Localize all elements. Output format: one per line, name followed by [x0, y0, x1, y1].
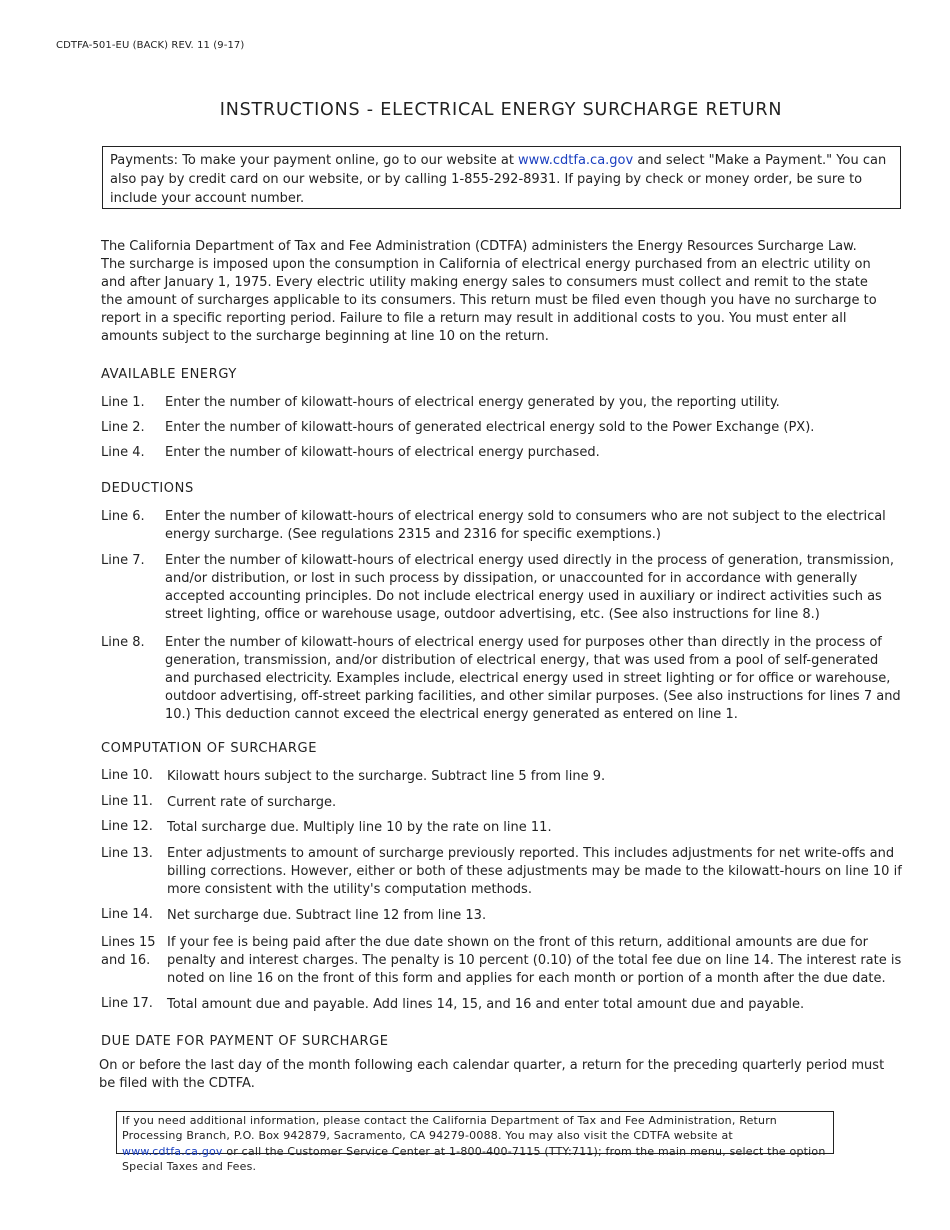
line-label: Line 6. [101, 509, 145, 524]
footer-text-after: or call the Customer Service Center at 1-800-400-7115 (TTY:711); from the main menu, select the option Special Taxes and Fees. [122, 1144, 826, 1174]
heading-computation: COMPUTATION OF SURCHARGE [101, 741, 318, 756]
line-text: Enter the number of kilowatt-hours of electrical energy generated by you, the reporting utility. [165, 395, 780, 410]
payments-website-link[interactable]: www.cdtfa.ca.gov [518, 153, 634, 168]
line-text: Enter the number of kilowatt-hours of electrical energy sold to consumers who are not subject to the electrical energy surcharge. (See regulations 2315 and 2316 for specific exemptions.) [165, 509, 886, 542]
line-label: Line 17. [101, 996, 153, 1011]
page-title: INSTRUCTIONS - ELECTRICAL ENERGY SURCHARGE RETURN [219, 100, 783, 120]
heading-available-energy: AVAILABLE ENERGY [101, 367, 237, 382]
line-label: Lines 15 and 16. [101, 935, 156, 968]
line-text: Total amount due and payable. Add lines 14, 15, and 16 and enter total amount due and payable. [167, 997, 805, 1012]
footer-contact-box [116, 1111, 834, 1174]
due-date-paragraph: On or before the last day of the month following each calendar quarter, a return for the preceding quarterly period must be filed with the CDTFA. [99, 1058, 885, 1091]
line-label: Line 1. [101, 395, 145, 410]
line-text: Enter the number of kilowatt-hours of electrical energy used directly in the process of generation, transmission, and/or distribution, or lost in such process by dissipation, or unaccounted for in accordance with generally accepted accounting principles. Do not include electrical energy used in auxiliary or indirect activities such as street lighting, office or warehouse usage, outdoor advertising, etc. (See also instructions for line 8.) [165, 553, 894, 622]
footer-website-link[interactable]: www.cdtfa.ca.gov [122, 1144, 223, 1158]
intro-paragraph: The California Department of Tax and Fee Administration (CDTFA) administers the Energy Resources Surcharge Law. The surcharge is imposed upon the consumption in California of electrical energy purchased from an electric utility on and after January 1, 1975. Every electric utility making energy sales to consumers must collect and remit to the state the amount of surcharges applicable to its consumers. This return must be filed even though you have no surcharge to report in a specific reporting period. Failure to file a return may result in additional costs to you. You must enter all amounts subject to the surcharge beginning at line 10 on the return. [101, 239, 877, 344]
line-text: Kilowatt hours subject to the surcharge. Subtract line 5 from line 9. [167, 769, 606, 784]
footer-text-before: If you need additional information, please contact the California Department of Tax and Fee Administration, Return Processing Branch, P.O. Box 942879, Sacramento, CA 94279-0088. You may also visit the CDTFA website at [122, 1114, 777, 1143]
payments-notice-box [102, 146, 901, 209]
line-text: Enter adjustments to amount of surcharge previously reported. This includes adjustments for net write-offs and billing corrections. However, either or both of these adjustments may be made to the kilowatt-hours on line 10 if more consistent with the utility's computation methods. [167, 846, 902, 897]
line-label: Line 13. [101, 846, 153, 861]
heading-deductions: DEDUCTIONS [101, 481, 194, 496]
line-label: Line 10. [101, 768, 153, 783]
line-text: Enter the number of kilowatt-hours of electrical energy purchased. [165, 445, 600, 460]
line-label: Line 11. [101, 794, 153, 809]
line-text: Enter the number of kilowatt-hours of generated electrical energy sold to the Power Exchange (PX). [165, 420, 815, 435]
line-text: Current rate of surcharge. [167, 795, 337, 810]
payments-text-before: Payments: To make your payment online, go to our website at [110, 153, 519, 168]
line-label: Line 14. [101, 907, 153, 922]
line-text: Net surcharge due. Subtract line 12 from line 13. [167, 908, 487, 923]
line-text: Enter the number of kilowatt-hours of electrical energy used for purposes other than directly in the process of generation, transmission, and/or distribution of electrical energy, that was used from a pool of self-generated and purchased electricity. Examples include, electrical energy used in street lighting or for office or warehouse, outdoor advertising, off-street parking facilities, and other similar purposes. (See also instructions for lines 7 and 10.) This deduction cannot exceed the electrical energy generated as entered on line 1. [165, 635, 901, 722]
line-label: Line 7. [101, 553, 145, 568]
line-label: Line 12. [101, 819, 153, 834]
line-label: Line 8. [101, 635, 145, 650]
heading-due-date: DUE DATE FOR PAYMENT OF SURCHARGE [101, 1034, 389, 1049]
line-label: Line 2. [101, 420, 145, 435]
line-text: Total surcharge due. Multiply line 10 by the rate on line 11. [167, 820, 552, 835]
payments-text-after: and select "Make a Payment." You can also pay by credit card on our website, or by calling 1-855-292-8931. If paying by check or money order, be sure to include your account number. [110, 153, 887, 206]
line-text: If your fee is being paid after the due date shown on the front of this return, additional amounts are due for penalty and interest charges. The penalty is 10 percent (0.10) of the total fee due on line 14. The interest rate is noted on line 16 on the front of this form and applies for each month or portion of a month after the due date. [167, 935, 902, 986]
form-id: CDTFA-501-EU (BACK) REV. 11 (9-17) [56, 40, 245, 51]
line-label: Line 4. [101, 445, 145, 460]
